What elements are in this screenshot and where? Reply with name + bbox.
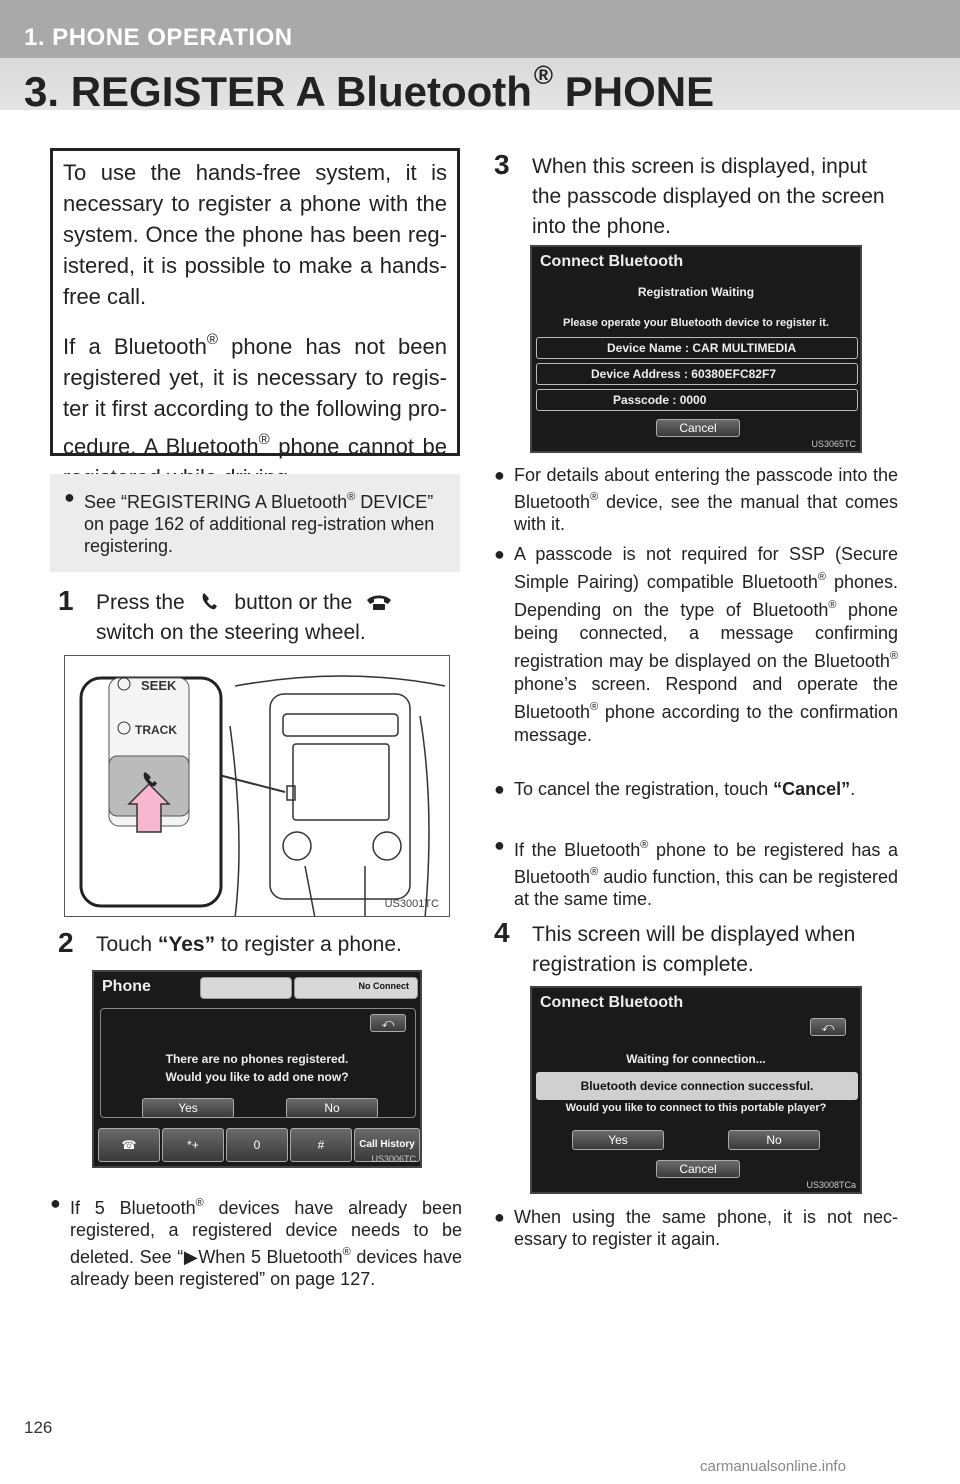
phone-button-icon xyxy=(197,590,223,612)
operate-device-text: Please operate your Bluetooth device to register it. xyxy=(563,317,829,329)
reg-mark: ® xyxy=(640,839,649,851)
registration-waiting-text: Registration Waiting xyxy=(637,285,755,299)
intro-paragraph-1: To use the hands-free system, it is necessary to register a phone with the system. Once the phone has been reg-istered, it is possible to make a hands-free call. xyxy=(63,160,447,309)
step4-text: This screen will be displayed when registration is complete. xyxy=(532,923,856,976)
reg-mark: ® xyxy=(206,331,218,348)
bullet-text: devices have already been registered” on page 127. xyxy=(70,1247,462,1289)
steering-wheel-figure xyxy=(64,655,450,917)
step-number: 2 xyxy=(58,927,74,958)
step1-b: button or the xyxy=(234,591,353,614)
bullet-same-phone xyxy=(494,1206,898,1250)
phone-screen-title: Phone xyxy=(102,978,151,995)
figure-code: US3006TC xyxy=(371,1154,416,1164)
bullet-text: If 5 Bluetooth xyxy=(70,1198,196,1218)
page-number: 126 xyxy=(24,1418,53,1437)
phone-switch-icon xyxy=(364,591,394,613)
step-number: 3 xyxy=(494,149,510,180)
title-reg: ® xyxy=(533,60,554,90)
yes-button[interactable]: Yes xyxy=(572,1130,664,1150)
step3-text: When this screen is displayed, input the passcode displayed on the screen into the phone. xyxy=(532,155,885,238)
section-label: 1. PHONE OPERATION xyxy=(24,24,293,51)
key-star[interactable]: *+ xyxy=(162,1128,224,1162)
bullet-text: phone’s screen. Respond and operate the Bluetooth xyxy=(514,674,898,722)
seek-label: SEEK xyxy=(141,678,177,693)
bullet-text: phone according to the confirmation message. xyxy=(514,702,898,745)
intro-p2-b: phone has not been registered yet, it is necessary to regis-ter it first according to the following pro-cedure. A Bluetooth xyxy=(63,334,447,459)
call-history-button[interactable]: Call History xyxy=(354,1128,420,1162)
step2-a: Touch xyxy=(96,933,158,956)
reg-mark: ® xyxy=(590,701,599,713)
reg-mark: ® xyxy=(889,650,898,662)
step-number: 4 xyxy=(494,917,510,948)
connect-portable-player-text: Would you like to connect to this portable player? xyxy=(565,1102,827,1114)
step-4 xyxy=(494,917,902,980)
key-zero[interactable]: 0 xyxy=(226,1128,288,1162)
yes-button[interactable]: Yes xyxy=(142,1098,234,1118)
bullet-icon: ● xyxy=(50,1193,61,1213)
bullet-text: device, see the manual that comes with it. xyxy=(514,492,898,534)
phone-top-field xyxy=(200,977,292,999)
no-connect-status: No Connect xyxy=(294,977,418,999)
bullet-passcode-details xyxy=(494,464,898,535)
bullet-text: A passcode is not required for SSP (Secure Simple Pairing) compatible Bluetooth xyxy=(514,544,898,592)
reg-mark: ® xyxy=(347,491,356,503)
bullet-audio-function xyxy=(494,834,898,910)
reg-mark: ® xyxy=(195,1197,204,1209)
passcode-field: Passcode : 0000 xyxy=(536,389,858,411)
cancel-button[interactable]: Cancel xyxy=(656,1160,740,1178)
title-main: 3. REGISTER A Bluetooth xyxy=(24,68,532,115)
step-3 xyxy=(494,149,902,242)
bullet-icon: ● xyxy=(494,1207,505,1227)
no-button[interactable]: No xyxy=(286,1098,378,1118)
dialog-message-2: Would you like to add one now? xyxy=(165,1070,349,1084)
bullet-text: devices have already been registered, a registered device needs to be deleted. See “▶When 5 Bluetooth xyxy=(70,1198,463,1267)
reg-mark: ® xyxy=(590,866,599,878)
step2-yes: “Yes” xyxy=(157,933,216,956)
bullet-text: . xyxy=(850,779,856,799)
no-button[interactable]: No xyxy=(728,1130,820,1150)
bullet-icon: ● xyxy=(64,487,75,507)
device-address-field: Device Address : 60380EFC82F7 xyxy=(536,363,858,385)
dialog-message-1: There are no phones registered. xyxy=(165,1052,349,1066)
track-label: TRACK xyxy=(135,723,177,737)
page-title xyxy=(24,60,714,116)
bullet-ssp xyxy=(494,543,898,747)
note-b: DEVICE” on page 162 of additional reg-istration when registering. xyxy=(84,492,435,556)
reg-mark: ® xyxy=(817,571,827,583)
bullet-text: phone being connected, a message confirming registration may be displayed on the Bluetooth xyxy=(514,600,899,671)
bullet-text: If the Bluetooth xyxy=(514,840,641,860)
cancel-label: “Cancel” xyxy=(773,779,851,799)
bullet-text: phone to be registered has a Bluetooth xyxy=(514,840,898,887)
bullet-text: audio function, this can be registered at the same time. xyxy=(514,867,898,909)
hang-up-button[interactable]: ☎ xyxy=(98,1128,160,1162)
note-a: See “REGISTERING A Bluetooth xyxy=(84,492,348,512)
reg-mark: ® xyxy=(828,599,837,611)
device-name-field: Device Name : CAR MULTIMEDIA xyxy=(536,337,858,359)
back-button[interactable]: ⤺ xyxy=(810,1018,846,1036)
step2-c: to register a phone. xyxy=(215,933,402,956)
intro-p2-a: If a Bluetooth xyxy=(63,334,207,359)
bullet-icon: ● xyxy=(494,835,505,855)
figure-code: US3065TC xyxy=(811,439,856,449)
figure-code: US3001TC xyxy=(384,898,439,910)
reg-mark: ® xyxy=(342,1246,351,1258)
bullet-icon: ● xyxy=(494,465,505,485)
step-2 xyxy=(58,927,462,960)
title-tail: PHONE xyxy=(553,68,715,115)
reg-mark: ® xyxy=(590,491,599,503)
connection-success-figure xyxy=(530,986,862,1194)
bullet-text: For details about entering the passcode into the Bluetooth xyxy=(514,465,898,512)
phone-screen-figure xyxy=(92,970,422,1168)
bullet-text: When using the same phone, it is not nec-essary to register it again. xyxy=(514,1207,898,1249)
step1-c: switch on the steering wheel. xyxy=(96,621,366,644)
back-button[interactable]: ⤺ xyxy=(370,1014,406,1032)
intro-paragraph-2 xyxy=(63,324,447,493)
bullet-cancel xyxy=(494,778,898,800)
bullet-five-devices xyxy=(50,1192,462,1290)
watermark: carmanualsonline.info xyxy=(700,1458,846,1475)
note-box xyxy=(50,474,460,572)
passcode-screen-figure xyxy=(530,245,862,453)
bullet-text: phones. Depending on the type of Bluetooth xyxy=(514,572,899,620)
waiting-connection-text: Waiting for connection... xyxy=(626,1052,766,1066)
figure-code: US3008TCa xyxy=(806,1180,856,1190)
bullet-icon: ● xyxy=(494,544,505,564)
step-1 xyxy=(58,585,462,648)
reg-mark: ® xyxy=(258,431,270,448)
intro-box xyxy=(50,148,460,459)
bullet-icon: ● xyxy=(494,779,505,799)
dashboard-illustration xyxy=(65,656,450,917)
key-hash[interactable]: # xyxy=(290,1128,352,1162)
passcode-screen-title: Connect Bluetooth xyxy=(540,253,684,270)
connection-success-banner: Bluetooth device connection successful. xyxy=(536,1072,858,1100)
step1-a: Press the xyxy=(96,591,185,614)
step-number: 1 xyxy=(58,585,74,616)
cancel-button[interactable]: Cancel xyxy=(656,419,740,437)
bullet-text: To cancel the registration, touch xyxy=(514,779,774,799)
intro-p2-c: phone cannot be xyxy=(278,434,447,459)
success-screen-title: Connect Bluetooth xyxy=(540,994,684,1011)
